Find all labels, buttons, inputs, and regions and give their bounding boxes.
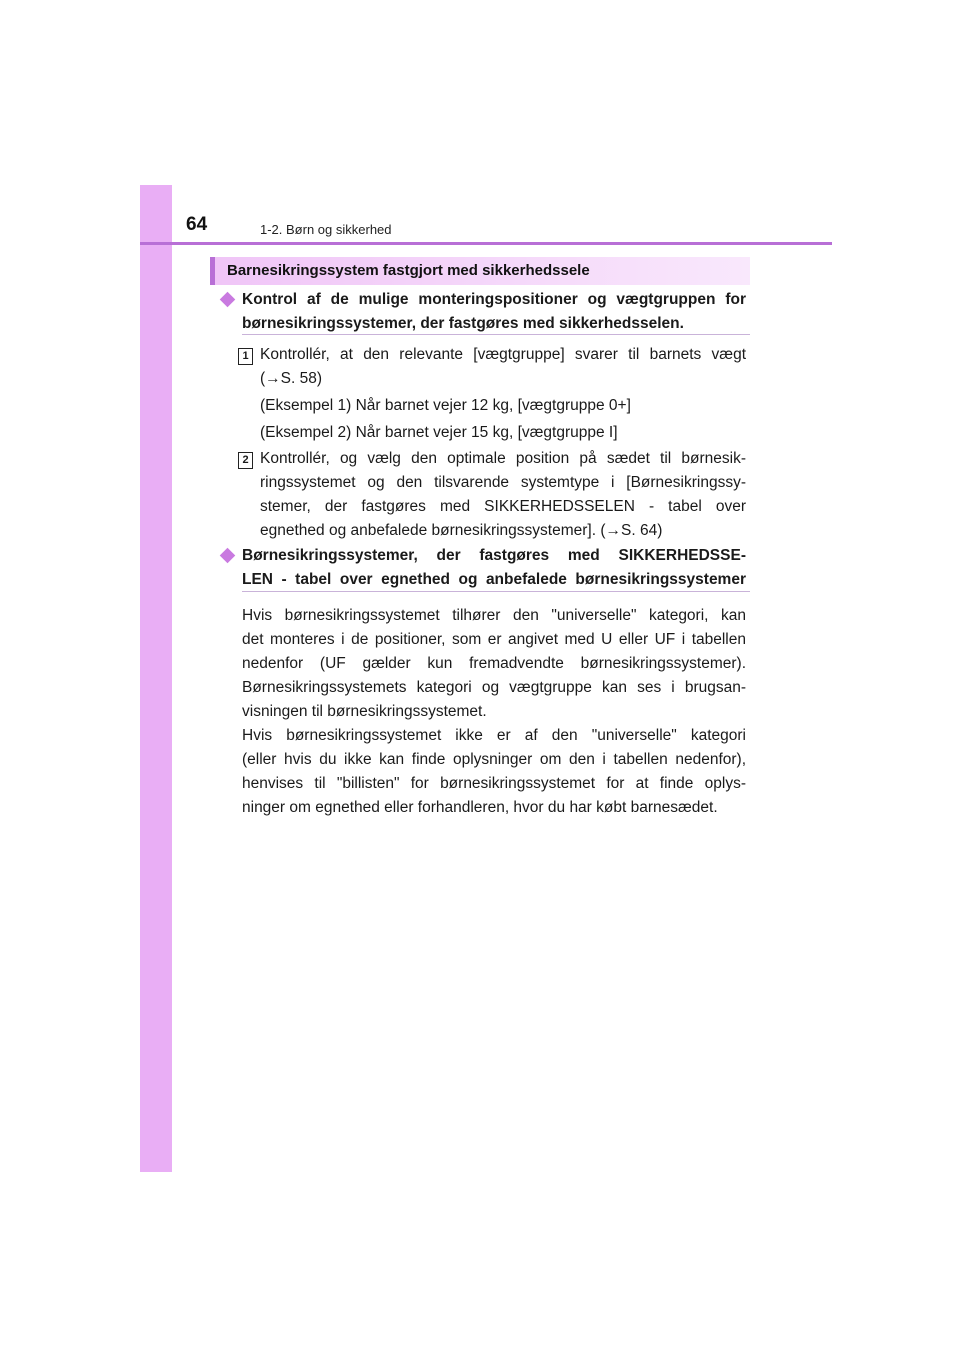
header-rule: [140, 242, 832, 245]
step-number-1: 1: [238, 348, 253, 365]
step2-line3: stemer, der fastgøres med SIKKERHEDSSELEN - tabel over: [260, 498, 746, 515]
chapter-side-tab: [140, 185, 172, 1172]
item2-paragraph-line: (eller hvis du ikke kan finde oplysninger om den i tabellen nedenfor),: [242, 751, 746, 768]
topic-banner-title: Barnesikringssystem fastgjort med sikkerhedssele: [227, 262, 590, 279]
item2-paragraph-line: nedenfor (UF gælder kun fremadvendte børnesikringssystemer).: [242, 655, 746, 672]
item2-paragraph-line: visningen til børnesikringssystemet.: [242, 703, 487, 720]
item2-paragraph-line: det monteres i de positioner, som er angivet med U eller UF i tabellen: [242, 631, 746, 648]
topic-banner: [210, 257, 750, 285]
item2-paragraph-line: Børnesikringssystemets kategori og vægtgruppe kan ses i brugsan-: [242, 679, 746, 696]
step1-example1: (Eksempel 1) Når barnet vejer 12 kg, [vægtgruppe 0+]: [260, 397, 631, 414]
step-number-2: 2: [238, 452, 253, 469]
item2-title-underline: [242, 591, 750, 592]
item2-paragraph-line: Hvis børnesikringssystemet tilhører den "universelle" kategori, kan: [242, 607, 746, 624]
page-number: 64: [186, 214, 208, 235]
step2-line2: ringssystemet og den tilsvarende systemtype i [Børnesikringssy-: [260, 474, 746, 491]
section-title: 1-2. Børn og sikkerhed: [260, 222, 392, 237]
item2-paragraph-line: ninger om egnethed eller forhandleren, hvor du har købt barnesædet.: [242, 799, 718, 816]
step2-line1: Kontrollér, og vælg den optimale position på sædet til børnesik-: [260, 450, 746, 467]
item2-title-line1: Børnesikringssystemer, der fastgøres med SIKKERHEDSSE-: [242, 547, 746, 564]
item2-paragraph-line: Hvis børnesikringssystemet ikke er af den "universelle" kategori: [242, 727, 746, 744]
item1-title-underline: [242, 334, 750, 335]
diamond-bullet-icon: [220, 292, 236, 308]
diamond-bullet-icon: [220, 548, 236, 564]
step1-line2: (→S. 58): [260, 370, 323, 387]
step1-example2: (Eksempel 2) Når barnet vejer 15 kg, [vægtgruppe I]: [260, 424, 618, 441]
item1-title-line1: Kontrol af de mulige monteringspositioner og vægtgruppen for: [242, 291, 746, 308]
step2-line4: egnethed og anbefalede børnesikringssystemer]. (→S. 64): [260, 522, 663, 539]
item2-title-line2: LEN - tabel over egnethed og anbefalede børnesikringssystemer: [242, 571, 746, 588]
item2-paragraph-line: henvises til "billisten" for børnesikringssystemet for at finde oplys-: [242, 775, 746, 792]
item1-title-line2: børnesikringssystemer, der fastgøres med sikkerhedsselen.: [242, 315, 684, 332]
step1-line1: Kontrollér, at den relevante [vægtgruppe] svarer til barnets vægt: [260, 346, 746, 363]
